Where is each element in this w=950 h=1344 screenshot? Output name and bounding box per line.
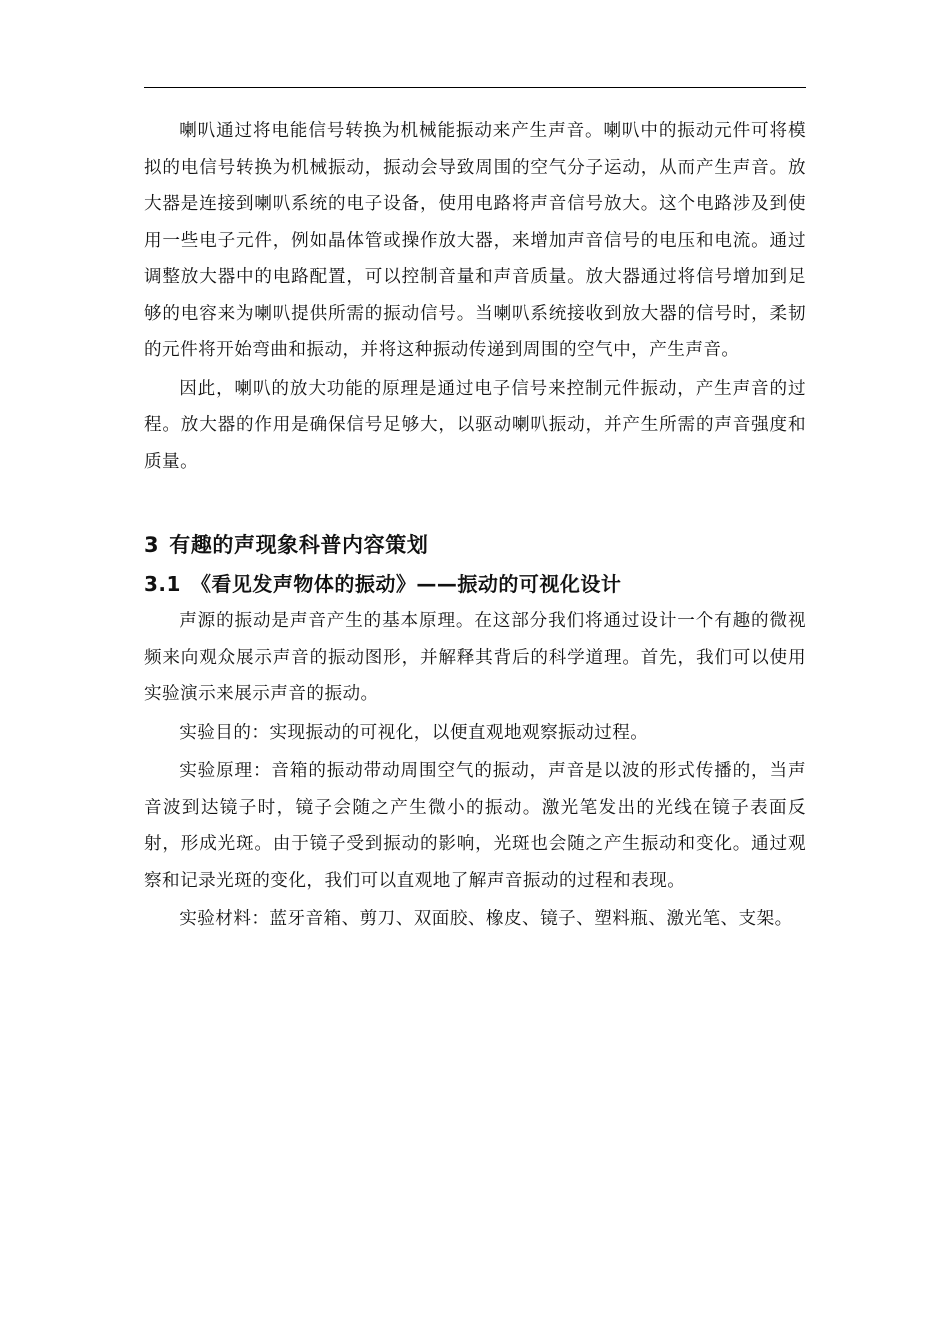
subsection-heading [144,565,806,603]
paragraph-experiment-materials: 实验材料：蓝牙音箱、剪刀、双面胶、橡皮、镜子、塑料瓶、激光笔、支架。 [179,909,793,929]
paragraph-amplifier-summary: 因此，喇叭的放大功能的原理是通过电子信号来控制元件振动，产生声音的过程。放大器的作用是确保信号足够大，以驱动喇叭振动，并产生所需的声音强度和质量。 [144,378,806,472]
section-number: 3 [144,533,160,557]
paragraph-speaker-principle: 喇叭通过将电能信号转换为机械能振动来产生声音。喇叭中的振动元件可将模拟的电信号转换为机械振动，振动会导致周围的空气分子运动，从而产生声音。放大器是连接到喇叭系统的电子设备，使用电路将声音信号放大。这个电路涉及到使用一些电子元件，例如晶体管或操作放大器，来增加声音信号的电压和电流。通过调整放大器中的电路配置，可以控制音量和声音质量。放大器通过将信号增加到足够的电容来为喇叭提供所需的振动信号。当喇叭系统接收到放大器的信号时，柔韧的元件将开始弯曲和振动，并将这种振动传递到周围的空气中，产生声音。 [144,121,806,360]
subsection-title: 《看见发声物体的振动》——振动的可视化设计 [190,572,622,596]
section-heading [144,525,806,565]
section-title: 有趣的声现象科普内容策划 [169,533,429,557]
subsection-number: 3.1 [144,572,181,596]
header-rule [144,87,806,88]
body-content [144,113,806,940]
paragraph-experiment-purpose: 实验目的：实现振动的可视化，以便直观地观察振动过程。 [179,722,649,743]
paragraph-vibration-intro: 声源的振动是声音产生的基本原理。在这部分我们将通过设计一个有趣的微视频来向观众展示声音的振动图形，并解释其背后的科学道理。首先，我们可以使用实验演示来展示声音的振动。 [144,611,806,704]
paragraph-experiment-principle: 实验原理：音箱的振动带动周围空气的振动，声音是以波的形式传播的，当声音波到达镜子时，镜子会随之产生微小的振动。激光笔发出的光线在镜子表面反射，形成光斑。由于镜子受到振动的影响，光斑也会随之产生振动和变化。通过观察和记录光斑的变化，我们可以直观地了解声音振动的过程和表现。 [144,761,806,891]
